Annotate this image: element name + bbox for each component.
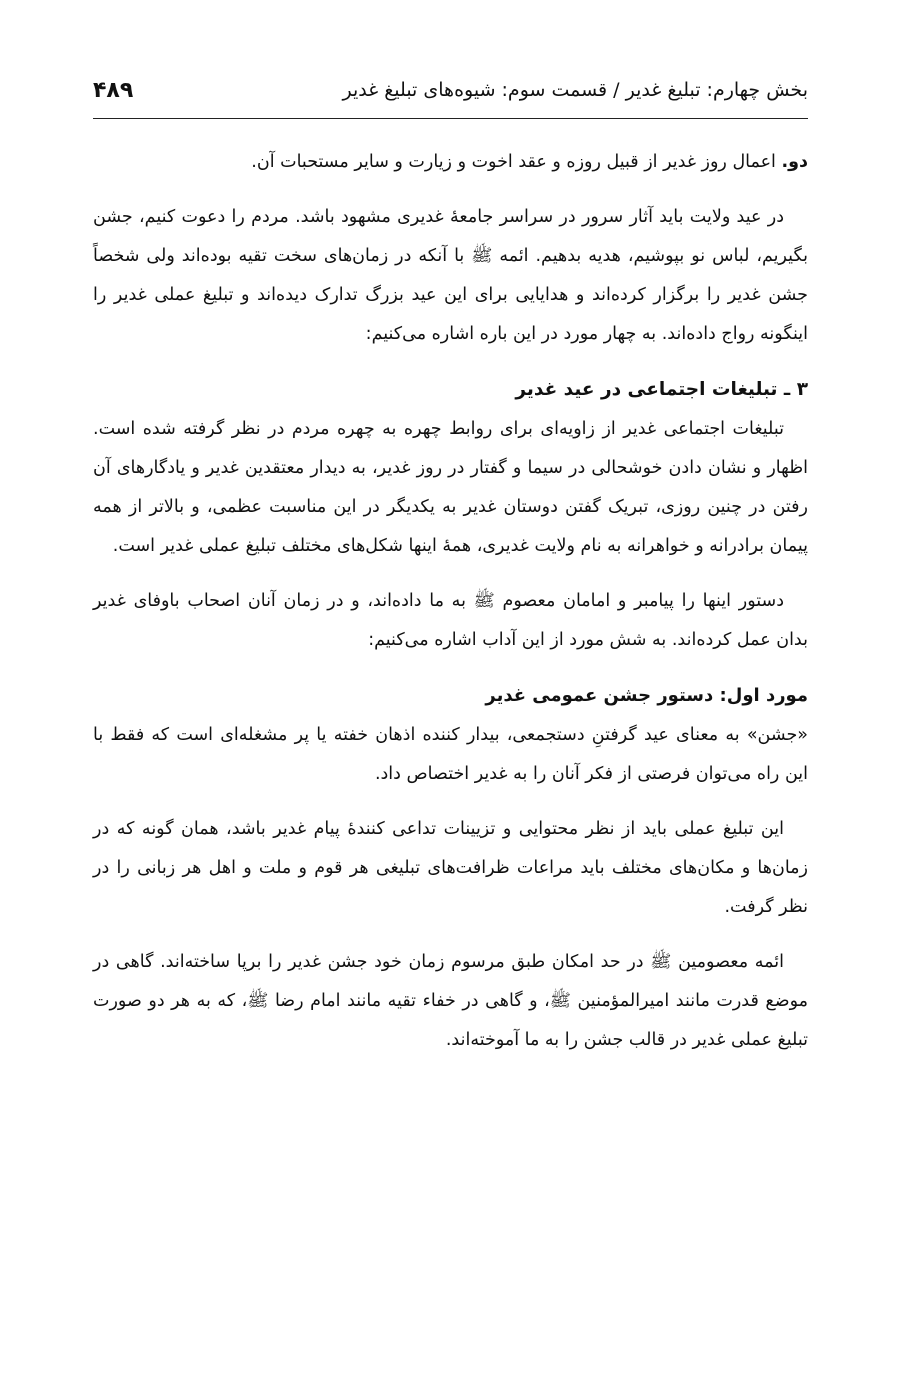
page-body xyxy=(93,143,808,1076)
paragraph-5: «جشن» به معنای عید گرفتنِ دستجمعی، بیدار کننده اذهان خفته یا پر مشغله‌ای است که فقط با این راه می‌توان فرصتی از فکر آنان را به غدیر اختصاص داد. xyxy=(93,725,808,784)
paragraph-7: ائمه معصومین ﷺ در حد امکان طبق مرسوم زمان خود جشن غدیر را برپا ساخته‌اند. گاهی در موضع قدرت مانند امیرالمؤمنین ﷺ، و گاهی در خفاء تقیه مانند امام رضا ﷺ، که به هر دو صورت تبلیغ عملی غدیر در قالب جشن را به ما آموخته‌اند. xyxy=(93,952,808,1050)
paragraph-4: دستور اینها را پیامبر و امامان معصوم ﷺ به ما داده‌اند، و در زمان آنان اصحاب باوفای غدیر بدان عمل کرده‌اند. به شش مورد از این آداب اشاره می‌کنیم: xyxy=(93,591,808,650)
running-title: بخش چهارم: تبلیغ غدیر / قسمت سوم: شیوه‌های تبلیغ غدیر xyxy=(342,79,808,101)
page-number: ۴۸۹ xyxy=(93,77,134,103)
subsection-heading: مورد اول: دستور جشن عمومی غدیر xyxy=(485,685,808,706)
paragraph-lead: دو. xyxy=(781,152,808,172)
book-page xyxy=(93,0,808,1390)
paragraph-text: اعمال روز غدیر از قبیل روزه و عقد اخوت و زیارت و سایر مستحبات آن. xyxy=(251,152,782,172)
page-header xyxy=(93,70,808,110)
paragraph-6: این تبلیغ عملی باید از نظر محتوایی و تزیینات تداعی کنندهٔ پیام غدیر باشد، همان گونه که در زمان‌ها و مکان‌های مختلف باید مراعات ظرافت‌های تبلیغی هر قوم و ملت و اهل هر زبانی را در نظر گرفت. xyxy=(93,819,808,917)
section-heading: ۳ ـ تبلیغات اجتماعی در عید غدیر xyxy=(515,379,808,400)
paragraph-1 xyxy=(93,143,808,182)
paragraph-3: تبلیغات اجتماعی غدیر از زاویه‌ای برای روابط چهره به چهره مردم در نظر گرفته شده است. اظهار و نشان دادن خوشحالی در سیما و گفتار در روز غدیر، به دیدار معتقدین غدیر و یادگارهای آن رفتن در چنین روزی، تبریک گفتن دوستان غدیر به یکدیگر در این مناسبت عظمی، و بالاتر از همه پیمان برادرانه و خواهرانه به نام ولایت غدیری، همهٔ اینها شکل‌های مختلف تبلیغ عملی غدیر است. xyxy=(93,419,808,556)
paragraph-2: در عید ولایت باید آثار سرور در سراسر جامعهٔ غدیری مشهود باشد. مردم را دعوت کنیم، جشن بگیریم، لباس نو بپوشیم، هدیه بدهیم. ائمه ﷺ با آنکه در زمان‌های سخت تقیه بوده‌اند ولی شخصاً جشن غدیر را برگزار کرده‌اند و هدایایی برای این عید بزرگ تدارک دیده‌اند و تبلیغ عملی غدیر را اینگونه رواج داده‌اند. به چهار مورد در این باره اشاره می‌کنیم: xyxy=(93,207,808,344)
header-rule xyxy=(93,118,808,119)
